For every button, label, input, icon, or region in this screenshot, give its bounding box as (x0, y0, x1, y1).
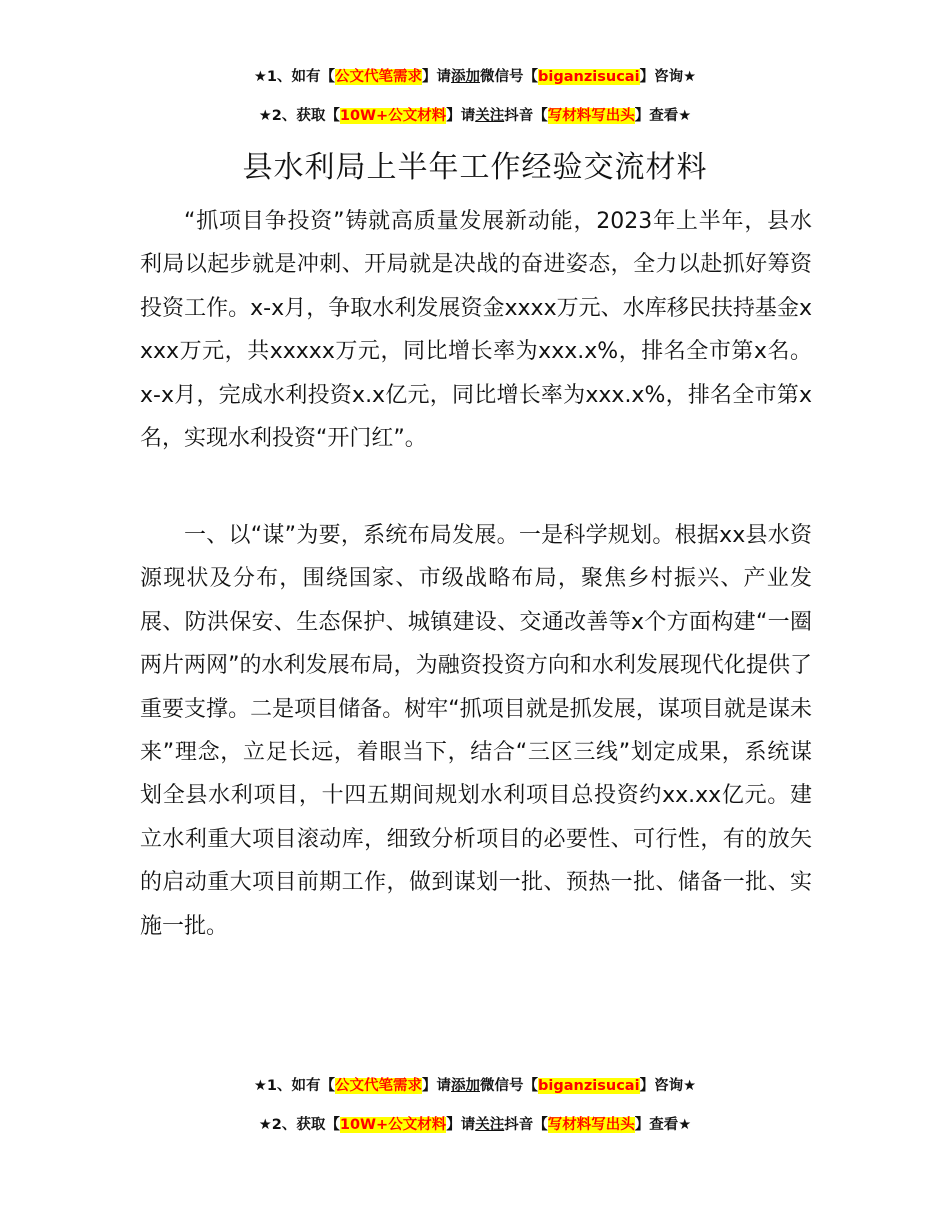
banner-underline: 添加 (451, 1078, 481, 1094)
body-section-1 (140, 200, 812, 460)
banner-underline: 关注 (475, 108, 505, 124)
banner-text: 抖音【 (504, 108, 548, 124)
banner-text: 微信号【 (480, 1078, 539, 1094)
banner-highlight: 10W+公文材料 (339, 1117, 447, 1133)
banner-highlight: biganzisucai (538, 69, 640, 85)
banner-text: ★1、如有【 (253, 1078, 336, 1094)
banner-highlight: 公文代笔需求 (335, 1078, 423, 1094)
banner-text: ★1、如有【 (253, 69, 336, 85)
banner-highlight: 写材料写出头 (547, 108, 635, 124)
body-paragraph: 一、以“谋”为要，系统布局发展。一是科学规划。根据xx县水资源现状及分布，围绕国家、市级战略布局，聚焦乡村振兴、产业发展、防洪保安、生态保护、城镇建设、交通改善等x个方面构建“一圈两片两网”的水利发展布局，为融资投资方向和水利发展现代化提供了重要支撑。二是项目储备。树牢“抓项目就是抓发展，谋项目就是谋未来”理念，立足长远，着眼当下，结合“三区三线”划定成果，系统谋划全县水利项目，十四五期间规划水利项目总投资约xx.xx亿元。建立水利重大项目滚动库，细致分析项目的必要性、可行性，有的放矢的启动重大项目前期工作，做到谋划一批、预热一批、储备一批、实施一批。 (140, 523, 812, 939)
banner-text: 】请 (446, 108, 476, 124)
banner-highlight: 写材料写出头 (547, 1117, 635, 1133)
top-banner-line-1 (0, 66, 950, 88)
banner-text: 】咨询★ (639, 69, 697, 85)
body-paragraph: “抓项目争投资”铸就高质量发展新动能，2023年上半年，县水利局以起步就是冲刺、开局就是决战的奋进姿态，全力以赴抓好筹资投资工作。x-x月，争取水利发展资金xxxx万元、水库移民扶持基金xxxx万元，共xxxxx万元，同比增长率为xxx.x%，排名全市第x名。x-x月，完成水利投资x.x亿元，同比增长率为xxx.x%，排名全市第x名，实现水利投资“开门红”。 (140, 209, 812, 452)
banner-text: 】请 (422, 1078, 452, 1094)
banner-highlight: biganzisucai (538, 1078, 640, 1094)
banner-highlight: 公文代笔需求 (335, 69, 423, 85)
banner-text: 】请 (446, 1117, 476, 1133)
banner-underline: 添加 (451, 69, 481, 85)
body-section-2 (140, 514, 812, 948)
top-banner-line-2 (0, 105, 950, 127)
banner-text: ★2、获取【 (258, 108, 340, 124)
banner-text: 】咨询★ (639, 1078, 697, 1094)
banner-text: ★2、获取【 (258, 1117, 340, 1133)
banner-text: 】查看★ (634, 108, 692, 124)
banner-text: 】请 (422, 69, 452, 85)
bottom-banner-line-2 (0, 1114, 950, 1136)
banner-text: 抖音【 (504, 1117, 548, 1133)
banner-underline: 关注 (475, 1117, 505, 1133)
document-title: 县水利局上半年工作经验交流材料 (242, 150, 708, 185)
bottom-banner-line-1 (0, 1075, 950, 1097)
banner-text: 】查看★ (634, 1117, 692, 1133)
banner-highlight: 10W+公文材料 (339, 108, 447, 124)
banner-text: 微信号【 (480, 69, 539, 85)
